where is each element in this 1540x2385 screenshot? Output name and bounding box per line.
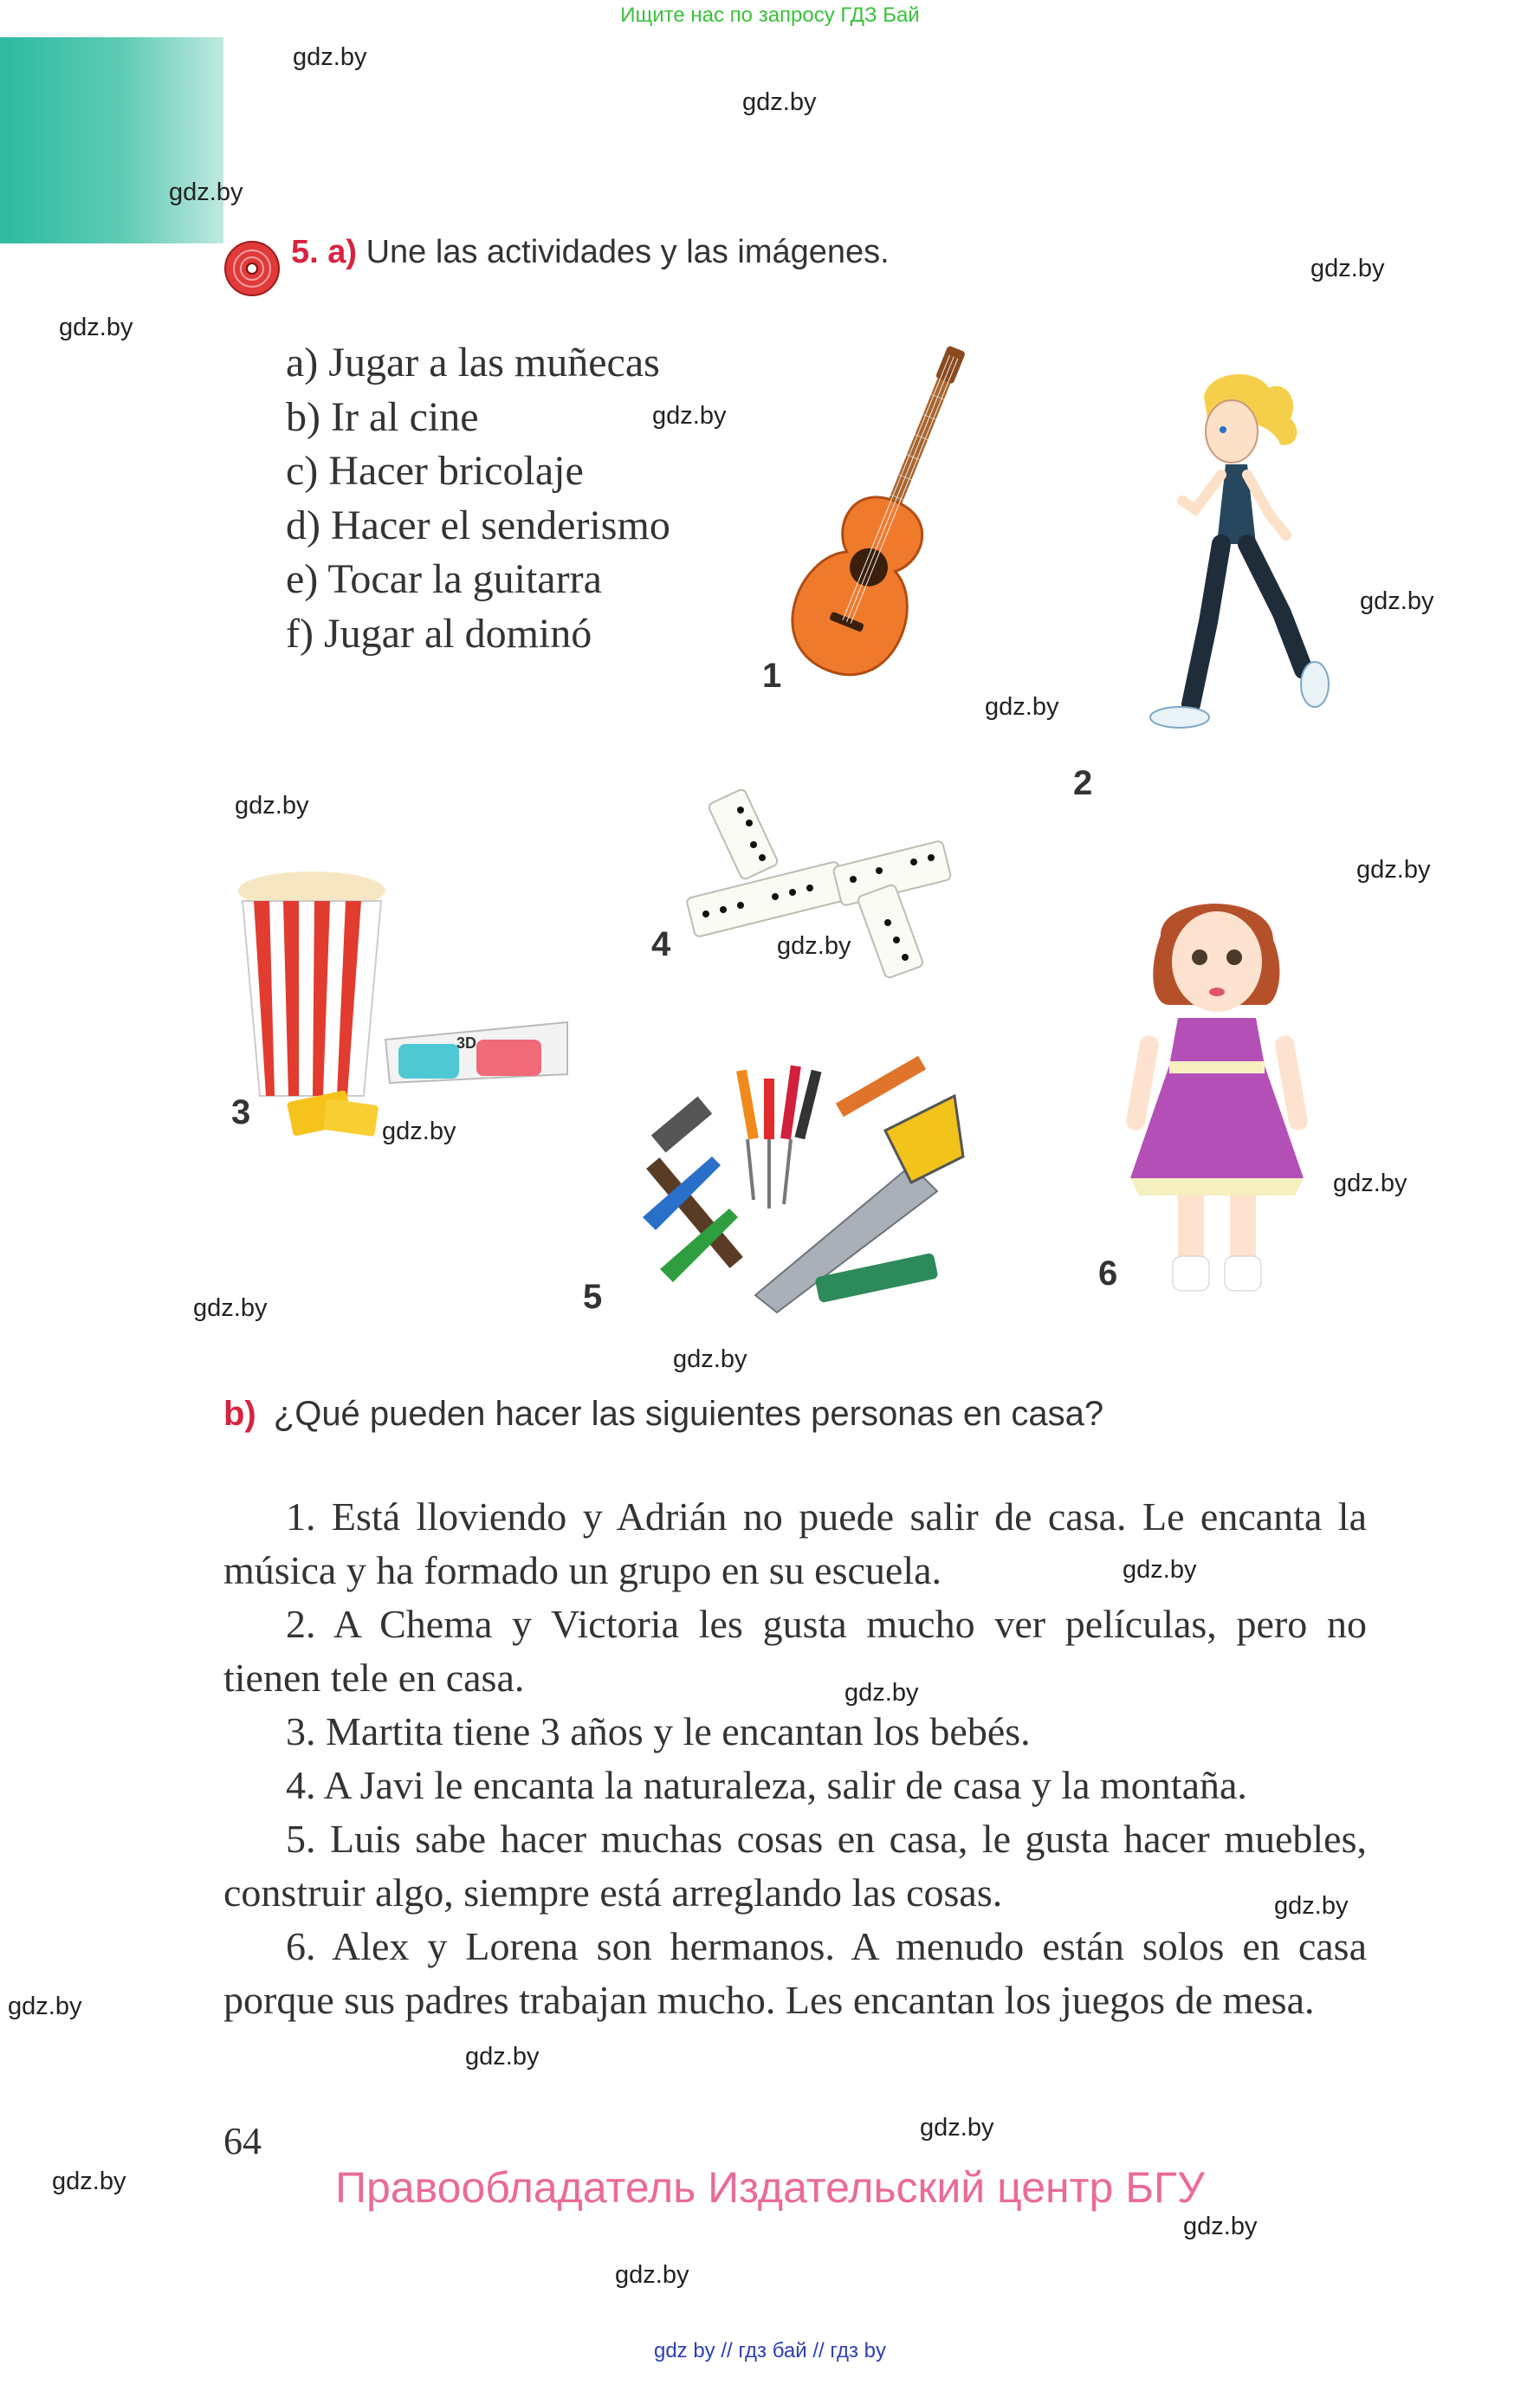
activity-list bbox=[286, 336, 670, 661]
image-label-5: 5 bbox=[583, 1278, 603, 1316]
watermark: gdz.by bbox=[8, 1993, 82, 2020]
watermark: gdz.by bbox=[235, 792, 309, 820]
paragraph: 5. Luis sabe hacer muchas cosas en casa, le gusta hacer muebles, construir algo, siempre está arreglando las cosas. bbox=[223, 1817, 1367, 1915]
watermark: gdz.by bbox=[1310, 255, 1385, 282]
paragraph: 2. A Chema y Victoria les gusta mucho ver películas, pero no tienen tele en casa. bbox=[223, 1602, 1367, 1700]
running-girl-image bbox=[1126, 362, 1369, 743]
exercise-heading bbox=[291, 234, 890, 271]
part-b-question: ¿Qué pueden hacer las siguientes personas en casa? bbox=[273, 1395, 1104, 1433]
watermark: gdz.by bbox=[52, 2168, 126, 2195]
part-b-heading bbox=[223, 1395, 1103, 1434]
doll-image bbox=[1117, 892, 1317, 1299]
audio-cd-icon[interactable] bbox=[223, 240, 281, 297]
watermark: gdz.by bbox=[1123, 1556, 1197, 1584]
guitar-image bbox=[784, 327, 1000, 691]
activity-item: a) Jugar a las muñecas bbox=[286, 340, 660, 386]
image-label-6: 6 bbox=[1098, 1254, 1118, 1293]
activity-item: b) Ir al cine bbox=[286, 393, 479, 440]
image-label-3: 3 bbox=[231, 1093, 251, 1131]
watermark: gdz.by bbox=[777, 932, 851, 960]
watermark: gdz.by bbox=[465, 2043, 540, 2071]
watermark: gdz.by bbox=[985, 693, 1059, 721]
exercise-instruction: Une las actividades y las imágenes. bbox=[366, 234, 890, 270]
rights-notice: Правообладатель Издательский центр БГУ bbox=[335, 2163, 1205, 2212]
paragraph: 3. Martita tiene 3 años y le encantan los bebés. bbox=[286, 1709, 1031, 1753]
activity-item: c) Hacer bricolaje bbox=[286, 448, 584, 494]
watermark: gdz.by bbox=[169, 178, 243, 206]
watermark: gdz.by bbox=[673, 1345, 747, 1373]
teal-corner-block bbox=[0, 37, 223, 243]
watermark: gdz.by bbox=[920, 2114, 994, 2142]
activity-item: d) Hacer el senderismo bbox=[286, 502, 670, 548]
watermark: gdz.by bbox=[1333, 1170, 1407, 1197]
image-label-1: 1 bbox=[762, 657, 782, 695]
watermark: gdz.by bbox=[293, 43, 367, 71]
watermark: gdz.by bbox=[652, 402, 727, 430]
paragraph: 6. Alex y Lorena son hermanos. A menudo están solos en casa porque sus padres trabajan mucho. Les encantan los juegos de mesa. bbox=[223, 1924, 1367, 2022]
watermark: gdz.by bbox=[382, 1118, 456, 1145]
popcorn-cinema-image bbox=[238, 866, 585, 1144]
glasses-3d-text: 3D bbox=[456, 1034, 477, 1052]
image-label-4: 4 bbox=[651, 925, 671, 963]
paragraph: 1. Está lloviendo y Adrián no puede salir de casa. Le encanta la música y ha formado un grupo en su escuela. bbox=[223, 1494, 1367, 1592]
watermark: gdz.by bbox=[1360, 587, 1434, 615]
watermark: gdz.by bbox=[1356, 856, 1431, 884]
activity-item: f) Jugar al dominó bbox=[286, 610, 592, 657]
image-label-2: 2 bbox=[1073, 764, 1093, 802]
watermark: gdz.by bbox=[615, 2261, 689, 2289]
footer-links[interactable]: gdz by // гдз бай // гдз by bbox=[653, 2339, 887, 2362]
part-b-label: b) bbox=[223, 1395, 256, 1433]
exercise-number: 5. a) bbox=[291, 234, 358, 270]
top-banner[interactable]: Ищите нас по запросу ГДЗ Бай bbox=[620, 3, 920, 27]
watermark: gdz.by bbox=[1274, 1892, 1349, 1920]
watermark: gdz.by bbox=[742, 88, 817, 116]
watermark: gdz.by bbox=[193, 1294, 268, 1322]
page-number: 64 bbox=[223, 2120, 262, 2162]
watermark: gdz.by bbox=[59, 314, 133, 341]
watermark: gdz.by bbox=[1183, 2213, 1258, 2240]
tools-image bbox=[625, 1061, 972, 1321]
watermark: gdz.by bbox=[844, 1679, 919, 1707]
paragraph: 4. A Javi le encanta la naturaleza, salir de casa y la montaña. bbox=[286, 1763, 1247, 1807]
activity-item: e) Tocar la guitarra bbox=[286, 556, 602, 602]
